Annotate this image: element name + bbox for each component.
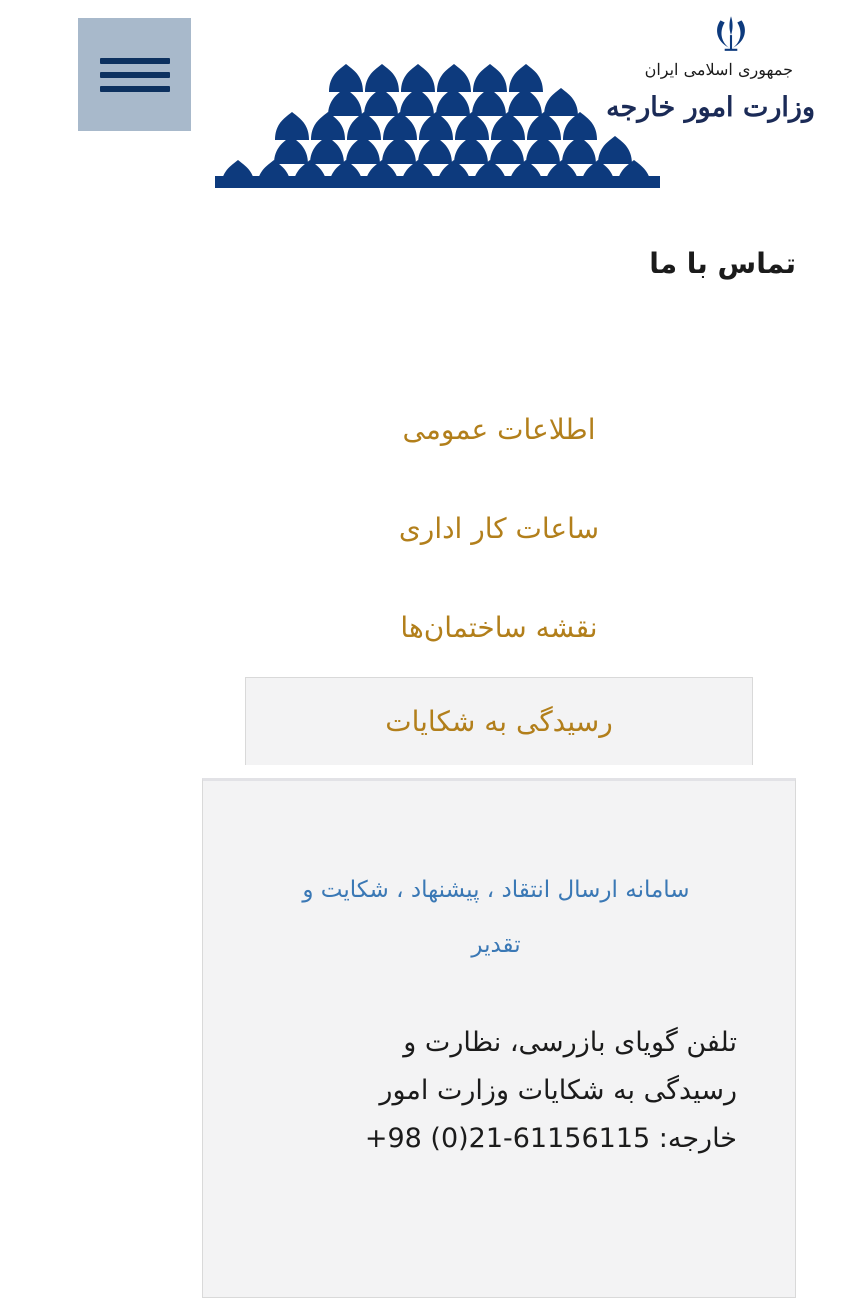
menu-button[interactable] bbox=[78, 18, 191, 131]
header bbox=[0, 0, 863, 200]
complaints-panel bbox=[202, 778, 796, 1298]
nav-item-office-hours[interactable]: ساعات کار اداری bbox=[398, 512, 600, 545]
complaints-info-text: تلفن گویای بازرسی، نظارت و رسیدگی به شکایات وزارت امور خارجه: bbox=[379, 1027, 737, 1154]
dome-cell bbox=[365, 64, 399, 92]
complaints-info bbox=[337, 1019, 737, 1163]
dome-cell bbox=[310, 136, 344, 164]
dome-cell bbox=[364, 88, 398, 116]
dome-cell bbox=[472, 88, 506, 116]
dome-cell bbox=[490, 136, 524, 164]
dome-cell bbox=[275, 112, 309, 140]
dome-cell bbox=[436, 88, 470, 116]
dome-base bbox=[215, 176, 660, 188]
dome-cell bbox=[562, 136, 596, 164]
dome-logo-graphic bbox=[215, 40, 660, 190]
republic-text: جمهوری اسلامی ایران bbox=[644, 60, 793, 79]
dome-cell bbox=[526, 136, 560, 164]
complaints-system-link[interactable]: سامانه ارسال انتقاد ، پیشنهاد ، شکایت و تقدیر bbox=[302, 877, 690, 958]
dome-cell bbox=[598, 136, 632, 164]
ministry-text: وزارت امور خارجه bbox=[606, 92, 815, 123]
dome-cell bbox=[382, 136, 416, 164]
iran-emblem-icon bbox=[710, 12, 752, 54]
contact-nav bbox=[245, 380, 753, 765]
nav-item-building-map[interactable]: نقشه ساختمان‌ها bbox=[400, 611, 598, 644]
dome-cell bbox=[401, 64, 435, 92]
dome-cell bbox=[328, 88, 362, 116]
dome-cell bbox=[419, 112, 453, 140]
hamburger-menu-icon bbox=[100, 58, 170, 64]
dome-cell bbox=[311, 112, 345, 140]
dome-cell bbox=[544, 88, 578, 116]
dome-cell bbox=[274, 136, 308, 164]
dome-cell bbox=[346, 136, 380, 164]
nav-item-general-info[interactable]: اطلاعات عمومی bbox=[402, 413, 596, 446]
dome-cell bbox=[418, 136, 452, 164]
dome-cell bbox=[454, 136, 488, 164]
dome-cell bbox=[383, 112, 417, 140]
dome-cell bbox=[473, 64, 507, 92]
dome-cell bbox=[527, 112, 561, 140]
dome-cell bbox=[347, 112, 381, 140]
dome-cell bbox=[491, 112, 525, 140]
dome-cell bbox=[563, 112, 597, 140]
dome-cell bbox=[509, 64, 543, 92]
complaints-phone: +98 (0)21-61156115 bbox=[364, 1123, 651, 1154]
dome-cell bbox=[455, 112, 489, 140]
dome-cell bbox=[400, 88, 434, 116]
nav-item-complaints[interactable]: رسیدگی به شکایات bbox=[245, 677, 753, 765]
dome-cell bbox=[437, 64, 471, 92]
dome-cell bbox=[329, 64, 363, 92]
page-title: تماس با ما bbox=[649, 247, 796, 280]
ministry-logo[interactable] bbox=[606, 12, 815, 132]
dome-cell bbox=[508, 88, 542, 116]
